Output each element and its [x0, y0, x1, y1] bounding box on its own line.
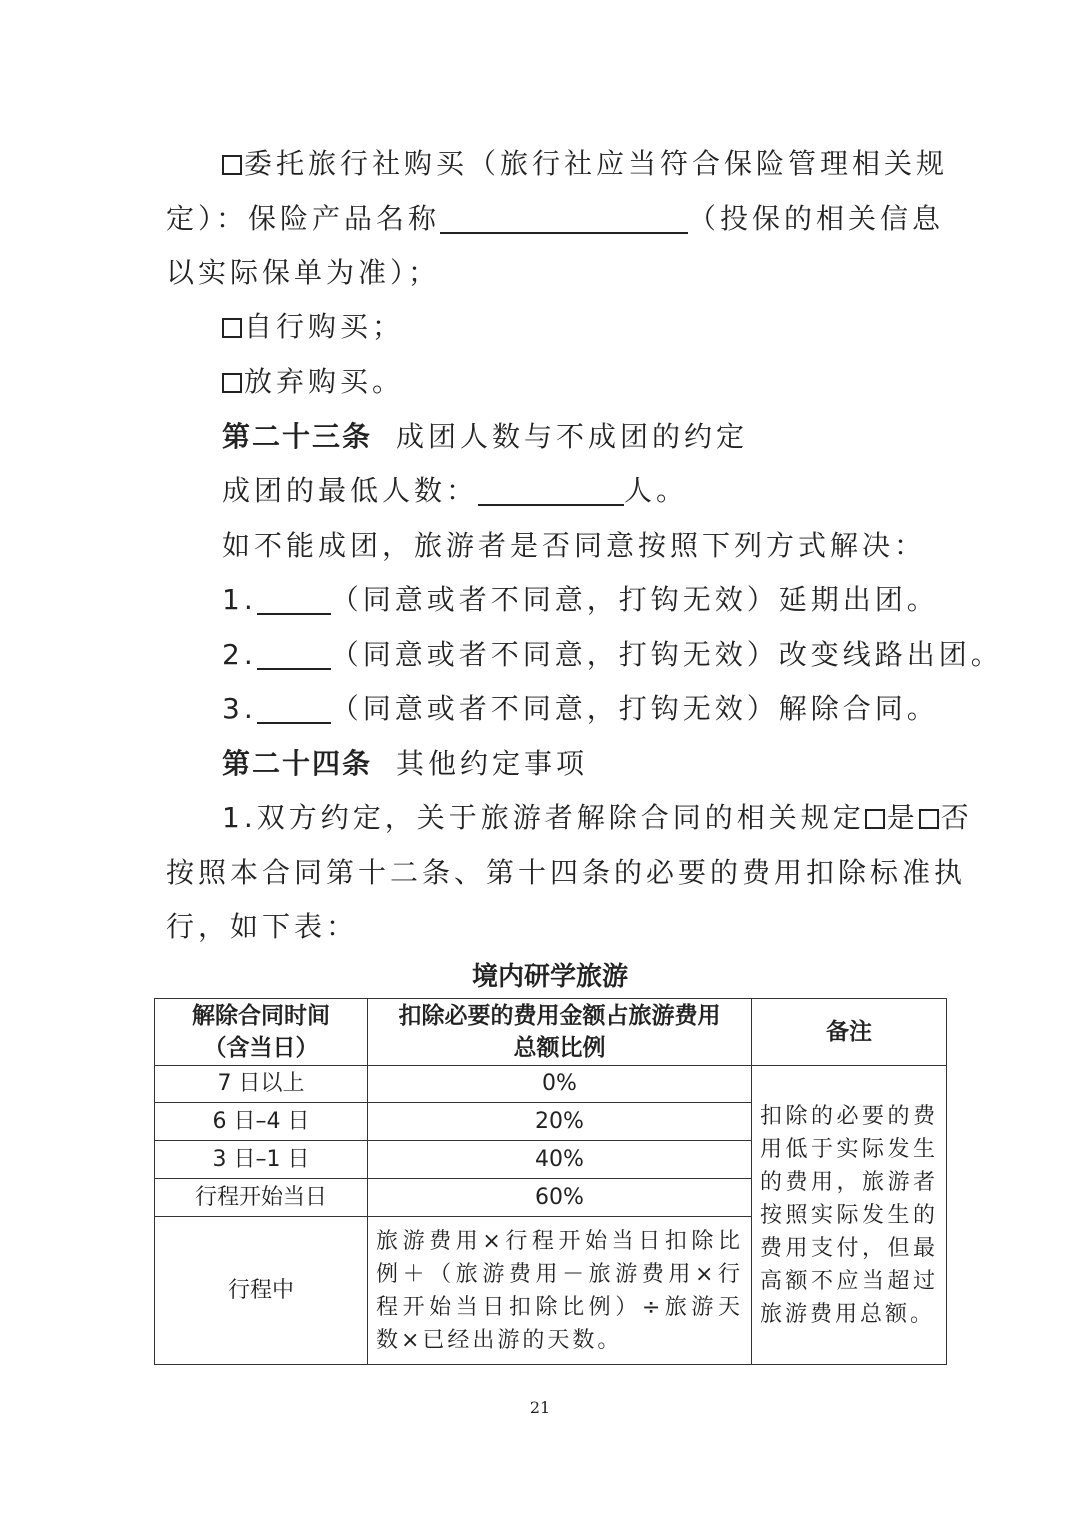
entrust-text-cont2: （投保的相关信息	[688, 202, 945, 235]
checkbox-waive[interactable]	[222, 373, 242, 393]
ratio-cell: 40%	[368, 1141, 752, 1179]
article23-heading: 第二十三条	[222, 420, 373, 453]
article23-title: 成团人数与不成团的约定	[396, 420, 749, 453]
option-num: 1.	[222, 583, 257, 616]
entrust-text-cont: 定）：保险产品名称	[166, 202, 441, 235]
time-cell: 6 日–4 日	[155, 1103, 368, 1141]
option-text: （同意或者不同意，打钩无效）解除合同。	[330, 692, 939, 725]
entrust-text: 委托旅行社购买（旅行社应当符合保险管理相关规	[244, 147, 949, 180]
fee-deduction-table	[154, 998, 947, 1365]
insurance-product-name-field[interactable]	[440, 204, 688, 234]
time-cell: 7 日以上	[155, 1066, 368, 1103]
article24-p1-line2: 按照本合同第十二条、第十四条的必要的费用扣除标准执	[166, 856, 967, 889]
article24-heading-line	[222, 744, 588, 784]
insurance-entrust-cont3: 以实际保单为准）；	[166, 256, 441, 289]
p1-text-a: 1.双方约定，关于旅游者解除合同的相关规定	[222, 801, 865, 834]
header-time-line1: 解除合同时间	[192, 1003, 330, 1029]
header-note: 备注	[752, 999, 947, 1066]
article24-heading: 第二十四条	[222, 747, 373, 780]
header-time-line2: （含当日）	[203, 1035, 319, 1061]
min-label: 成团的最低人数：	[222, 474, 479, 507]
min-suffix: 人。	[624, 474, 689, 507]
ratio-cell: 0%	[368, 1066, 752, 1103]
table-header-row	[155, 999, 947, 1066]
header-ratio-line2: 总额比例	[513, 1035, 606, 1061]
checkbox-yes[interactable]	[865, 809, 885, 829]
note-cell: 扣除的必要的费用低于实际发生的费用，旅游者按照实际发生的费用支付，但最高额不应当超过旅游费用总额。	[752, 1066, 947, 1365]
checkbox-no[interactable]	[919, 809, 939, 829]
article24-p1-line1	[222, 798, 973, 838]
min-people-field[interactable]	[478, 476, 624, 506]
article23-min-line	[222, 471, 688, 511]
option-1-field[interactable]	[257, 585, 331, 615]
table-row	[155, 1066, 947, 1103]
article23-option-2	[222, 635, 1003, 675]
time-cell: 行程开始当日	[155, 1179, 368, 1217]
insurance-entrust-cont	[166, 199, 944, 239]
article24-p1-line3: 行，如下表：	[166, 910, 359, 943]
option-2-field[interactable]	[257, 640, 331, 670]
time-cell: 行程中	[155, 1217, 368, 1365]
no-label: 否	[940, 801, 973, 834]
header-time	[155, 999, 368, 1066]
waive-text: 放弃购买。	[244, 365, 405, 398]
insurance-option-entrust	[222, 144, 948, 184]
option-num: 3.	[222, 692, 257, 725]
page-number: 21	[529, 1398, 551, 1417]
header-ratio	[368, 999, 752, 1066]
insurance-option-self	[222, 307, 404, 347]
option-3-field[interactable]	[257, 694, 331, 724]
article23-option-3	[222, 689, 939, 729]
article24-title: 其他约定事项	[396, 747, 589, 780]
option-text: （同意或者不同意，打钩无效）改变线路出团。	[330, 638, 1003, 671]
insurance-option-waive	[222, 362, 404, 402]
article23-heading-line	[222, 417, 748, 457]
header-ratio-line1: 扣除必要的费用金额占旅游费用	[398, 1003, 721, 1029]
checkbox-self[interactable]	[222, 318, 242, 338]
article23-option-1	[222, 580, 939, 620]
time-cell: 3 日–1 日	[155, 1141, 368, 1179]
ratio-cell: 60%	[368, 1179, 752, 1217]
self-text: 自行购买；	[244, 310, 405, 343]
ratio-formula-cell: 旅游费用×行程开始当日扣除比例＋（旅游费用－旅游费用×行程开始当日扣除比例）÷旅游天数×已经出游的天数。	[368, 1217, 752, 1365]
checkbox-entrust[interactable]	[222, 155, 242, 175]
yes-label: 是	[886, 801, 919, 834]
ratio-cell: 20%	[368, 1103, 752, 1141]
table-caption: 境内研学旅游	[471, 962, 628, 992]
option-text: （同意或者不同意，打钩无效）延期出团。	[330, 583, 939, 616]
article23-intro: 如不能成团，旅游者是否同意按照下列方式解决：	[222, 529, 927, 562]
option-num: 2.	[222, 638, 257, 671]
